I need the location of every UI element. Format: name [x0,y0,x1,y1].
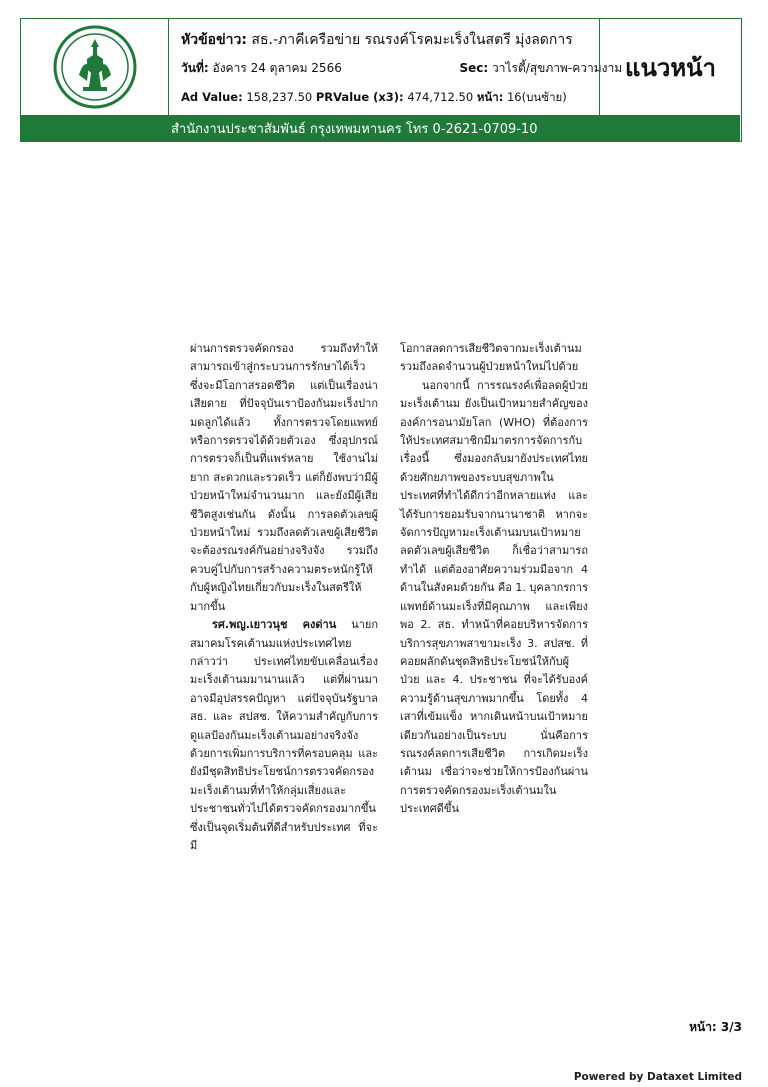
pr-value: 474,712.50 [407,90,474,104]
pr-value-label: PRValue (x3): [315,90,404,104]
newspaper-name-box [599,19,741,115]
powered-by: Powered by Dataxet Limited [573,1071,742,1083]
value-row [181,89,567,107]
article-paragraph: นอกจากนี้ การรณรงค์เพื่อลดผู้ป่วยมะเร็งเต้านม ยังเป็นเป้าหมายสำคัญขององค์การอนามัยโลก (WHO) ที่ต้องการให้ประเทศสมาชิกมีมาตรการจัดการกับเรื่องนี้ ซึ่งมองกลับมายังประเทศไทย ด้วยศักยภาพของระบบสุขภาพในประเทศที่ทำได้ดีกว่าอีกหลายแห่ง และได้รับการยอมรับจากนานาชาติ หากจะจัดการปัญหามะเร็งเต้านมบนเป้าหมายลดตัวเลขผู้เสียชีวิต ก็เชื่อว่าสามารถทำได้ แต่ต้องอาศัยความร่วมมือจาก 4 ด้านในสังคมด้วยกัน คือ 1. บุคลากรการแพทย์ด้านมะเร็งที่มีคุณภาพ และเพียงพอ 2. สธ. ทำหน้าที่คอยบริหารจัดการบริการสุขภาพสาขามะเร็ง 3. สปสช. ที่คอยผลักดันชุดสิทธิประโยชน์ให้กับผู้ป่วย และ 4. ประชาชน ที่จะได้รับองค์ความรู้ด้านสุขภาพมากขึ้น โดยทั้ง 4 เสาที่เข้มแข็ง หากเดินหน้าบนเป้าหมายเดียวกันอย่างเป็นระบบ นั่นคือการรณรงค์ลดการเสียชีวิต การเกิดมะเร็งเต้านม เชื่อว่าจะช่วยให้การป้องกันผ่านการตรวจคัดกรองมะเร็งเต้านมในประเทศดีขึ้น [400,378,588,816]
article-column-1 [190,340,378,855]
ad-value: 158,237.50 [246,90,313,104]
article-paragraph: ผ่านการตรวจคัดกรอง รวมถึงทำให้สามารถเข้าสู่กระบวนการรักษาได้เร็วซึ่งจะมีโอกาสรอดชีวิต แต่เป็นเรื่องน่าเสียดาย ที่ปัจจุบันเราป้องกันมะเร็งปากมดลูกได้แล้ว ทั้งการตรวจโดยแพทย์หรือการตรวจได้ด้วยตัวเอง ซึ่งอุปกรณ์การตรวจก็เป็นที่แพร่หลาย ใช้งานไม่ยาก สะดวกและรวดเร็ว แต่ก็ยังพบว่ามีผู้ป่วยหน้าใหม่จำนวนมาก และยังมีผู้เสียชีวิตสูงเช่นกัน ดังนั้น การลดตัวเลขผู้ป่วยหน้าใหม่ รวมถึงลดตัวเลขผู้เสียชีวิต จะต้องรณรงค์กันอย่างจริงจัง รวมถึงควบคู่ไปกับการสร้างความตระหนักรู้ให้กับผู้หญิงไทยเกี่ยวกับมะเร็งในสตรีให้มากขึ้น [190,342,378,613]
headline-row [181,29,573,51]
office-contact: สำนักงานประชาสัมพันธ์ กรุงเทพมหานคร โทร 0-2621-0709-10 [171,121,538,137]
page-value: 16(บนซ้าย) [506,90,567,104]
office-bar [21,115,740,141]
headline: สธ.-ภาคีเครือข่าย รณรงค์โรคมะเร็งในสตรี มุ่งลดการ [251,32,573,48]
quoted-person-name: รศ.พญ.เยาวนุช คงด่าน [212,618,337,632]
ad-value-label: Ad Value: [181,90,243,104]
logo-box [21,19,169,115]
article-text: นายกสมาคมโรคเต้านมแห่งประเทศไทย กล่าวว่า ประเทศไทยขับเคลื่อนเรื่องมะเร็งเต้านมมานานแล้ว แต่ที่ผ่านมาอาจมีอุปสรรคปัญหา แต่ปัจจุบันรัฐบาล สธ. และ สปสช. ให้ความสำคัญกับการดูแลป้องกันมะเร็งเต้านมอย่างจริงจัง ด้วยการเพิ่มการบริการที่ครอบคลุม และยังมีชุดสิทธิประโยชน์การตรวจคัดกรองมะเร็งเต้านมที่ทำให้กลุ่มเสี่ยงและประชาชนทั่วไปได้ตรวจคัดกรองมากขึ้น ซึ่งเป็นจุดเริ่มต้นที่ดีสำหรับประเทศ ที่จะมี [190,618,378,852]
clipping-info [169,19,623,115]
article-paragraph [190,616,378,855]
sec-label: Sec: [459,61,489,75]
clipping-header [20,18,742,142]
article-paragraph: โอกาสลดการเสียชีวิตจากมะเร็งเต้านม รวมถึงลดจำนวนผู้ป่วยหน้าใหม่ไปด้วย [400,342,582,374]
page-label: หน้า: [476,90,504,104]
date-row [181,59,622,78]
sec-value: วาไรตี้/สุขภาพ-ความงาม [492,61,623,75]
date-label: วันที่: [181,61,209,75]
bangkok-metropolitan-seal-icon [53,25,137,109]
date-value: อังคาร 24 ตุลาคม 2566 [212,61,342,75]
page-number: หน้า: 3/3 [689,1020,742,1034]
article-column-2 [400,340,588,819]
headline-label: หัวข้อข่าว: [181,32,247,48]
newspaper-name: แนวหน้า [624,53,717,82]
